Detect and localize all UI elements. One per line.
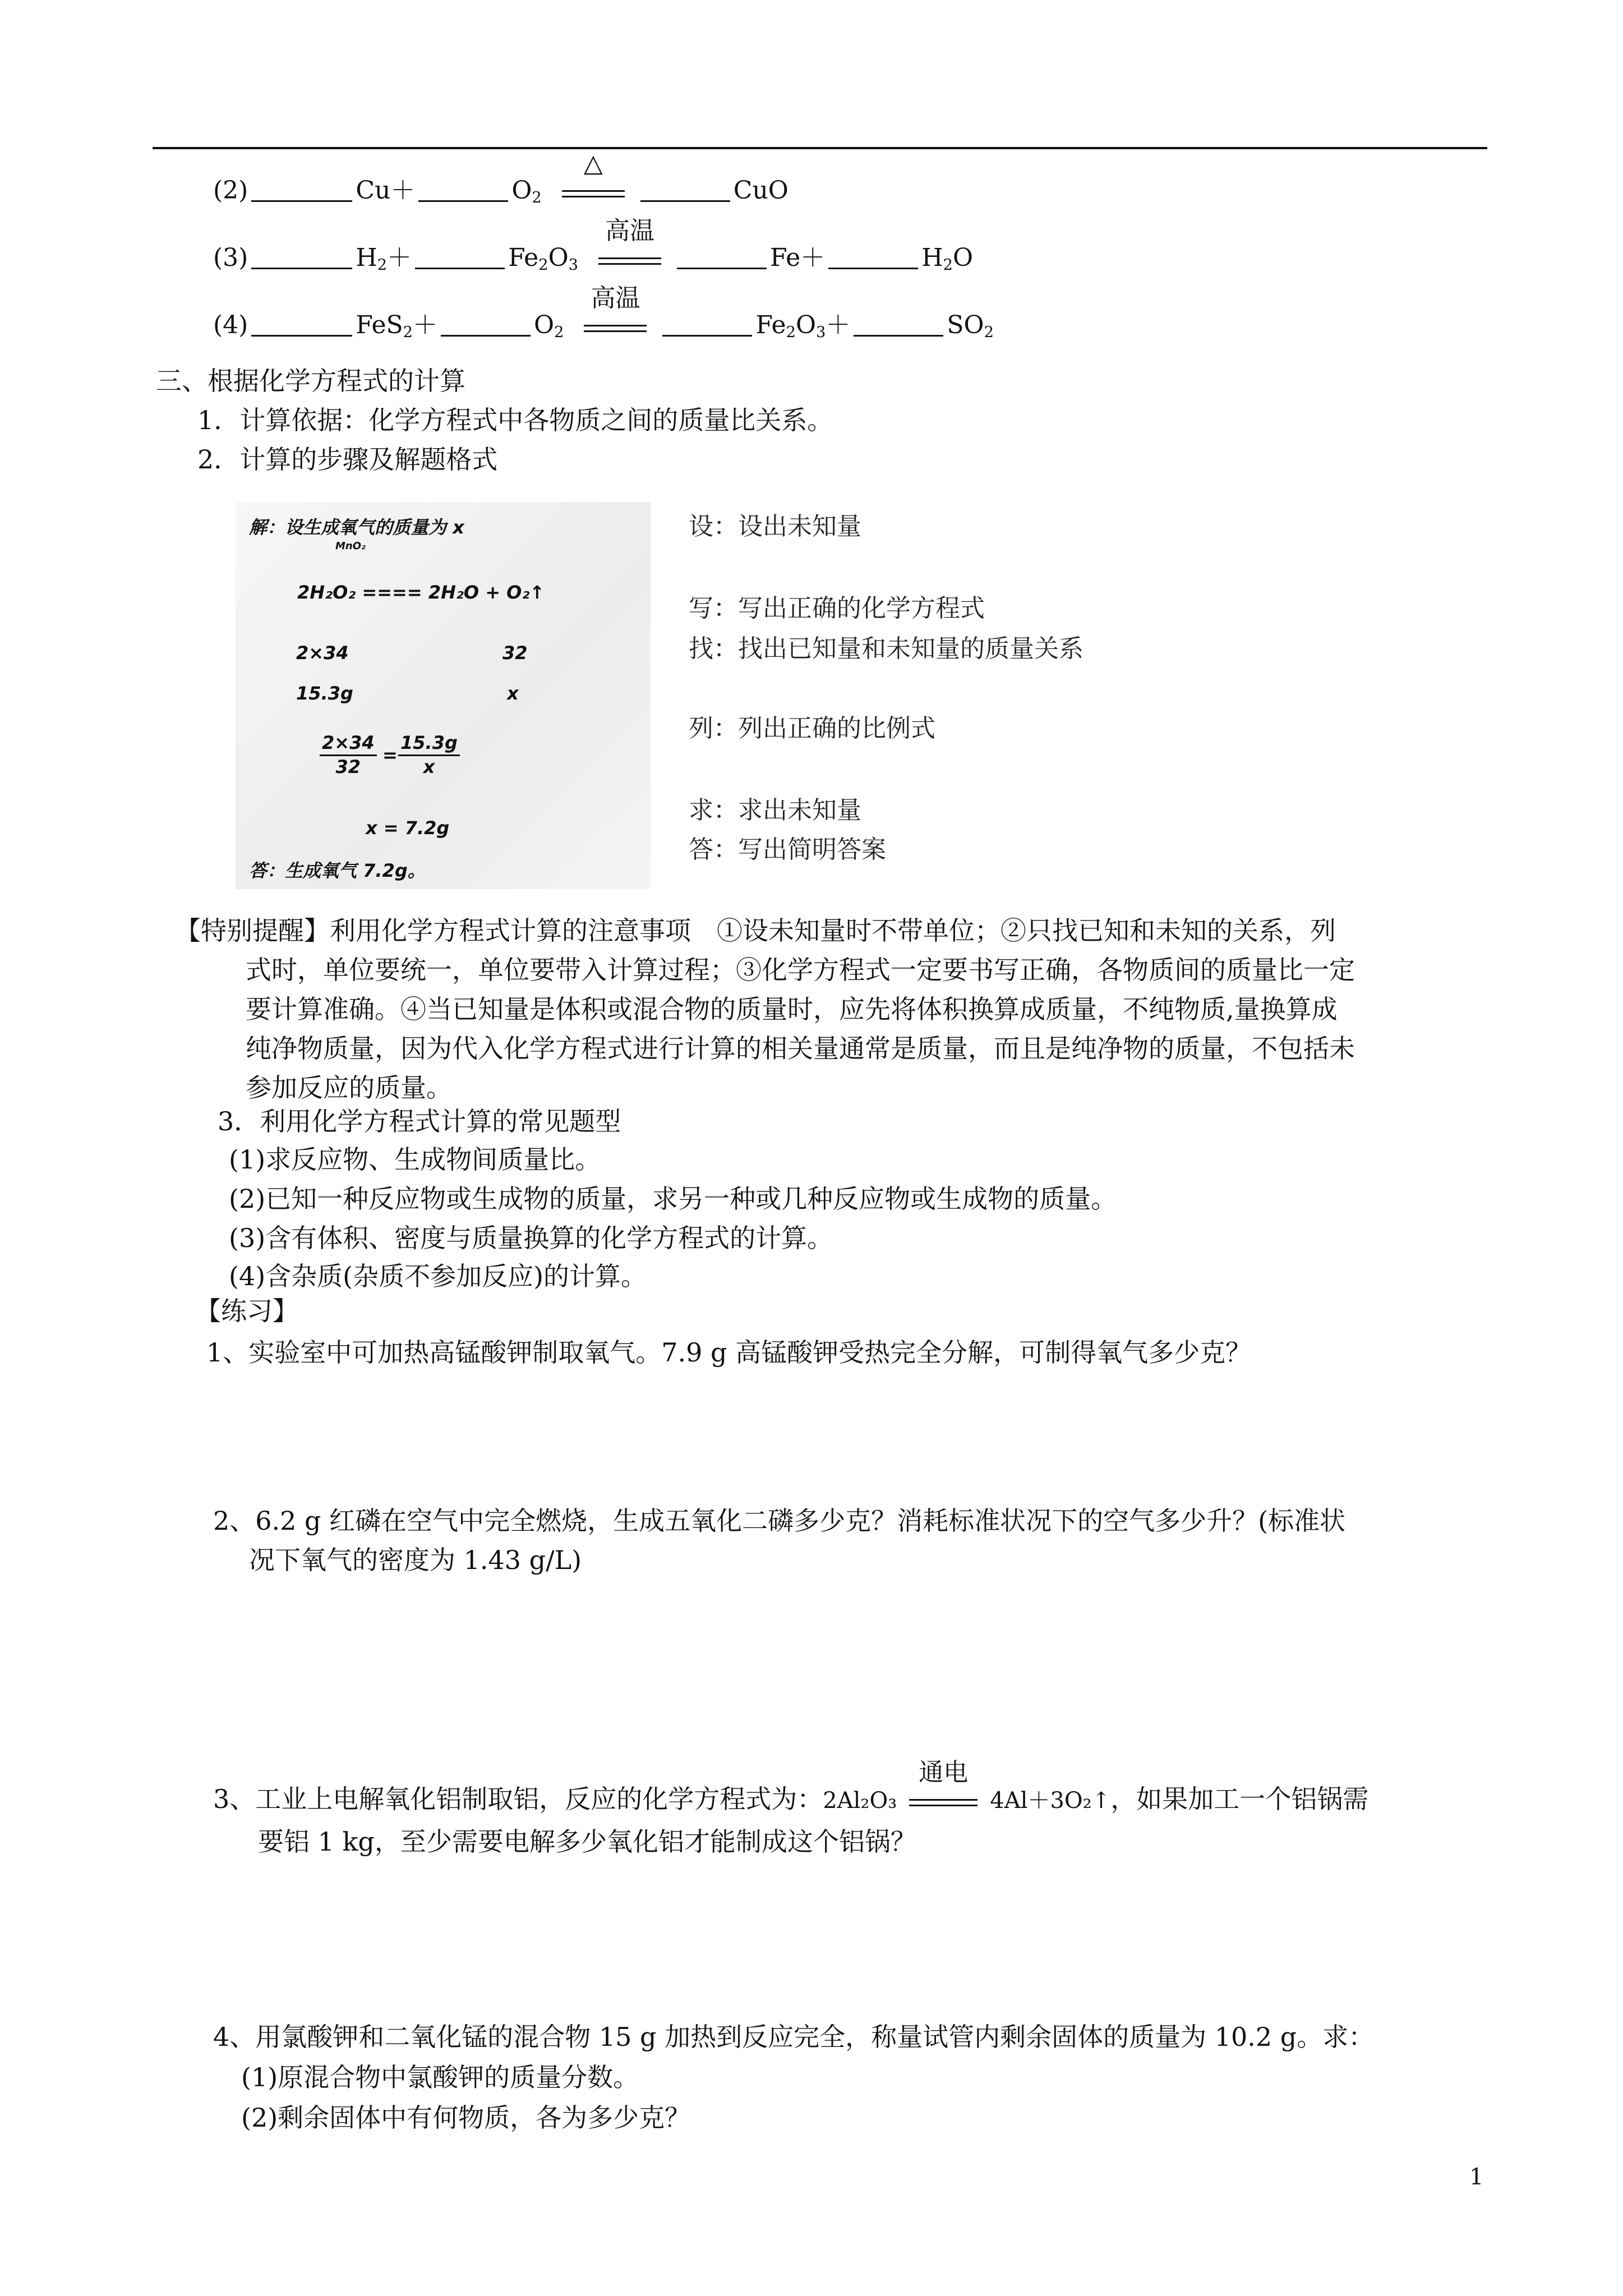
reminder-line-2: 式时，单位要统一，单位要带入计算过程；③化学方程式一定要书写正确，各物质间的质量比一定	[246, 955, 1355, 985]
types-item-2: (2)已知一种反应物或生成物的质量，求另一种或几种反应物或生成物的质量。	[229, 1184, 1117, 1214]
practice-question-3-line-1	[213, 1758, 1369, 1818]
section-3-title: 三、根据化学方程式的计算	[156, 366, 465, 396]
practice-question-4-sub-2: (2)剩余固体中有何物质，各为多少克？	[241, 2102, 691, 2133]
step-find: 找：找出已知量和未知量的质量关系	[689, 634, 1083, 663]
eq2-number: (2)	[213, 176, 248, 205]
example-result: x = 7.2g	[366, 817, 450, 839]
eq2-reactant-2: O	[511, 176, 532, 205]
q3-condition	[907, 1758, 980, 1818]
fraction-left-denominator: 32	[335, 756, 361, 777]
eq2-blank-3[interactable]	[640, 178, 730, 202]
eq4-sub: 2	[403, 323, 413, 341]
types-item-1: (1)求反应物、生成物间质量比。	[229, 1144, 601, 1175]
practice-question-4-line-1: 4、用氯酸钾和二氧化锰的混合物 15 g 加热到反应完全，称量试管内剩余固体的质量为 10.2 g。求：	[213, 2022, 1375, 2052]
eq2-condition	[560, 149, 627, 209]
eq4-blank-2[interactable]	[441, 312, 531, 337]
eq4-blank-3[interactable]	[662, 312, 752, 337]
fraction-right-numerator: 15.3g	[398, 732, 460, 756]
example-fraction-left	[320, 732, 377, 777]
eq3-condition-label: 高温	[605, 216, 655, 245]
q3-condition-label: 通电	[919, 1758, 969, 1787]
worked-example-image	[236, 502, 651, 889]
example-setup: 解：设生成氧气的质量为 x	[249, 517, 464, 538]
example-fraction-right	[398, 732, 460, 777]
eq3-h2o-o: O	[952, 243, 974, 272]
practice-question-2-line-1: 2、6.2 g 红磷在空气中完全燃烧，生成五氧化二磷多少克？消耗标准状况下的空气多少升？(标准状	[213, 1506, 1346, 1536]
q3-suffix: ，如果加工一个铝锅需	[1110, 1784, 1369, 1814]
eq3-fe-plus: Fe＋	[770, 243, 826, 272]
eq2-product: CuO	[733, 176, 789, 205]
reminder-line-5: 参加反应的质量。	[246, 1073, 452, 1103]
practice-question-3-line-2: 要铝 1 kg，至少需要电解多少氧化铝才能制成这个铝锅？	[258, 1826, 916, 1857]
eq3-fe: Fe	[508, 243, 539, 272]
equation-2	[213, 149, 789, 215]
example-catalyst: MnO₂	[335, 540, 366, 552]
practice-question-1: 1、实验室中可加热高锰酸钾制取氧气。7.9 g 高锰酸钾受热完全分解，可制得氧气多少克？	[206, 1337, 1252, 1368]
eq2-reactant-1: Cu＋	[356, 176, 416, 205]
fraction-left-numerator: 2×34	[320, 732, 377, 756]
eq3-h2o-h: H	[921, 243, 943, 272]
eq3-o: O	[548, 243, 569, 272]
example-known-left: 15.3g	[296, 683, 353, 704]
eq2-blank-1[interactable]	[251, 178, 352, 202]
example-answer: 答：生成氧气 7.2g。	[249, 860, 426, 881]
equation-3	[213, 216, 974, 282]
types-title: 3．利用化学方程式计算的常见题型	[218, 1106, 621, 1137]
step-list: 列：列出正确的比例式	[689, 714, 935, 743]
eq3-blank-3[interactable]	[677, 245, 767, 269]
eq4-plus2: ＋	[826, 311, 851, 339]
header-rule	[153, 147, 1487, 149]
heat-triangle-icon: △	[583, 149, 603, 178]
eq4-sub: 2	[554, 323, 564, 341]
types-item-4: (4)含杂质(杂质不参加反应)的计算。	[229, 1261, 647, 1291]
reminder-line-3: 要计算准确。④当已知量是体积或混合物的质量时，应先将体积换算成质量，不纯物质,量换算成	[246, 994, 1338, 1024]
eq3-condition	[596, 216, 663, 277]
eq3-sub: 2	[538, 256, 548, 274]
page-number: 1	[1469, 2164, 1484, 2190]
eq2-subscript: 2	[532, 188, 542, 206]
q3-equation-left: 2Al₂O₃	[823, 1788, 897, 1814]
eq3-plus: ＋	[387, 243, 412, 272]
eq4-number: (4)	[213, 311, 248, 339]
equation-4	[213, 283, 994, 349]
eq4-sub: 3	[816, 323, 826, 341]
eq3-sub: 3	[568, 256, 579, 274]
eq3-blank-4[interactable]	[828, 245, 918, 269]
step-solve: 求：求出未知量	[689, 796, 861, 825]
eq4-so: SO	[947, 311, 984, 339]
section-3-item-1: 1．计算依据：化学方程式中各物质之间的质量比关系。	[197, 405, 833, 435]
eq4-condition-label: 高温	[591, 283, 640, 312]
eq3-sub: 2	[377, 256, 388, 274]
eq4-blank-1[interactable]	[251, 312, 352, 337]
eq3-sub: 2	[943, 256, 953, 274]
eq4-blank-4[interactable]	[854, 312, 943, 337]
example-equation: 2H₂O₂ ==== 2H₂O + O₂↑	[297, 582, 545, 603]
section-3-item-2: 2．计算的步骤及解题格式	[197, 444, 498, 475]
practice-question-2-line-2: 况下氧气的密度为 1.43 g/L)	[249, 1545, 582, 1575]
eq4-condition	[582, 283, 649, 344]
eq4-sub: 2	[984, 323, 994, 341]
reminder-line-4: 纯净物质量，因为代入化学方程式进行计算的相关量通常是质量，而且是纯净物的质量，不包括未	[246, 1033, 1355, 1064]
eq3-h: H	[356, 243, 377, 272]
example-known-right: x	[507, 683, 519, 704]
eq3-blank-2[interactable]	[415, 245, 505, 269]
eq3-blank-1[interactable]	[251, 245, 352, 269]
eq4-plus: ＋	[413, 311, 437, 339]
step-set: 设：设出未知量	[689, 512, 861, 541]
eq3-number: (3)	[213, 243, 248, 272]
example-ratio-left: 2×34	[296, 642, 349, 664]
q3-prefix: 3、工业上电解氧化铝制取铝，反应的化学方程式为：	[213, 1784, 823, 1814]
step-answer: 答：写出简明答案	[689, 835, 886, 864]
eq4-fe: Fe	[755, 311, 786, 339]
step-write: 写：写出正确的化学方程式	[689, 594, 985, 623]
eq2-blank-2[interactable]	[418, 178, 508, 202]
eq4-fes: FeS	[356, 311, 403, 339]
types-item-3: (3)含有体积、密度与质量换算的化学方程式的计算。	[229, 1223, 833, 1253]
eq4-o: O	[534, 311, 555, 339]
eq4-sub: 2	[786, 323, 796, 341]
eq4-o2: O	[795, 311, 817, 339]
practice-title: 【练习】	[195, 1296, 298, 1326]
example-fraction-equals: =	[382, 744, 398, 766]
reminder-line-1: 【特别提醒】利用化学方程式计算的注意事项 ①设未知量时不带单位；②只找已知和未知的关系，列	[175, 915, 1336, 946]
q3-equation-right: 4Al＋3O₂↑	[990, 1788, 1111, 1814]
fraction-right-denominator: x	[423, 756, 435, 777]
example-ratio-right: 32	[502, 642, 528, 664]
practice-question-4-sub-1: (1)原混合物中氯酸钾的质量分数。	[241, 2062, 639, 2092]
